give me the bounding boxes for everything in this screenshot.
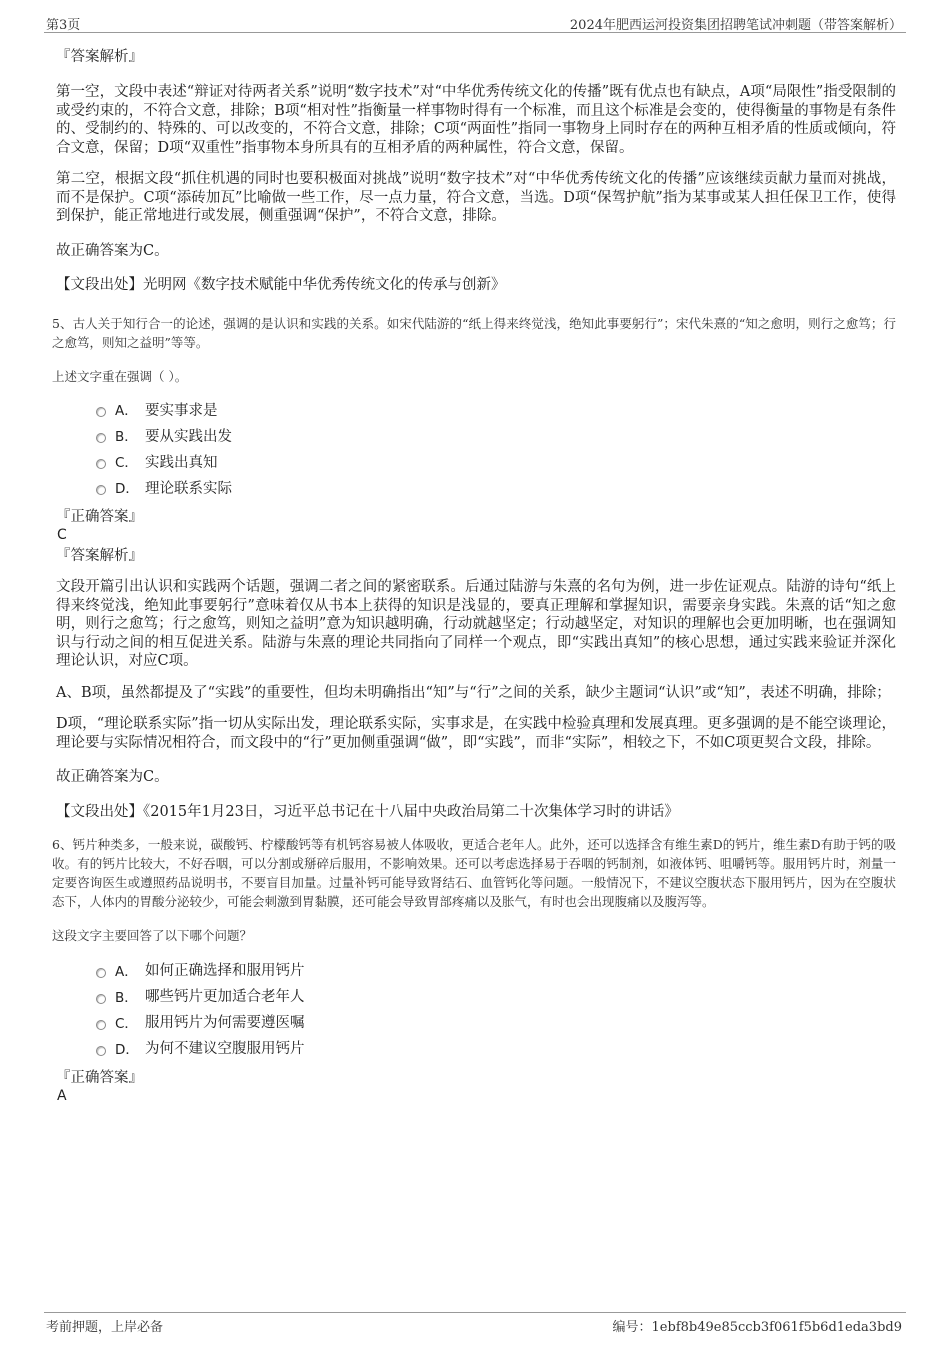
analysis-paragraph: 文段开篇引出认识和实践两个话题，强调二者之间的紧密联系。后通过陆游与朱熹的名句为例，进一步佐证观点。陆游的诗句“纸上得来终觉浅，绝知此事要躬行”意味着仅从书本上获得的知识是浅显的，要真正理解和掌握知识，需要亲身实践。朱熹的话“知之愈明，则行之愈笃；行之愈笃，则知之益明”意为知识越明确，行动就越坚定；行动越坚定，对知识的理解也会更加明晰，也在强调知识与行动之间的相互促进关系。陆游与朱熹的理论共同指向了同样一个观点，即“实践出真知”的核心思想，通过实践来验证并深化理论认识，对应C项。 <box>56 579 896 669</box>
page-footer <box>44 1312 906 1337</box>
question-5-text: 5、古人关于知行合一的论述，强调的是认识和实践的关系。如宋代陆游的“纸上得来终觉浅，绝知此事要躬行”；宋代朱熹的“知之愈明，则行之愈笃；行之愈笃，则知之益明”等等。 <box>52 316 896 350</box>
correct-answer: A <box>57 1087 67 1104</box>
correct-answer: C <box>57 527 67 543</box>
analysis-label: 『答案解析』 <box>56 49 143 65</box>
option-letter: B． <box>115 429 138 445</box>
page-content <box>52 44 896 1105</box>
option-letter: B． <box>115 989 138 1006</box>
footer-note: 考前押题，上岸必备 <box>46 1320 164 1335</box>
option-text: 理论联系实际 <box>145 480 232 497</box>
radio-icon[interactable] <box>96 485 106 495</box>
option-a[interactable] <box>96 957 896 983</box>
analysis-conclusion: 故正确答案为C。 <box>56 242 169 259</box>
option-text: 服用钙片为何需要遵医嘱 <box>145 1015 305 1031</box>
analysis-paragraph: 第一空，文段中表述“辩证对待两者关系”说明“数字技术”对“中华优秀传统文化的传播”既有优点也有缺点，A项“局限性”指受限制的或受约束的，不符合文意，排除；B项“相对性”指衡量一样事物时得有一个标准，而且这个标准是会变的，使得衡量的事物是有条件的、受制约的、特殊的、可以改变的，不符合文意，排除；C项“两面性”指同一事物身上同时存在的两种互相矛盾的性质或倾向，符合文意，保留；D项“双重性”指事物本身所具有的互相矛盾的两种属性，符合文意，保留。 <box>56 84 896 156</box>
analysis-label: 『答案解析』 <box>56 548 143 564</box>
option-d[interactable] <box>96 1035 896 1061</box>
option-letter: D． <box>115 1041 139 1058</box>
radio-icon[interactable] <box>96 459 106 469</box>
question-6-text: 6、钙片种类多，一般来说，碳酸钙、柠檬酸钙等有机钙容易被人体吸收，更适合老年人。此外，还可以选择含有维生素D的钙片，维生素D有助于钙的吸收。有的钙片比较大，不好吞咽，可以分割或掰碎后服用，不影响效果。还可以考虑选择易于吞咽的钙制剂，如液体钙、咀嚼钙等。服用钙片时，剂量一定要咨询医生或遵照药品说明书，不要盲目加量。过量补钙可能导致肾结石、血管钙化等问题。一般情况下，不建议空腹状态下服用钙片，因为在空腹状态下，人体内的胃酸分泌较少，可能会刺激到胃黏膜，还可能会导致胃部疼痛以及胀气，有时也会出现腹痛以及腹泻等。 <box>52 836 896 909</box>
option-text: 要从实践出发 <box>145 428 232 445</box>
page-number: 第3页 <box>46 18 81 33</box>
passage-source: 【文段出处】《2015年1月23日，习近平总书记在十八届中央政治局第二十次集体学习时的讲话》 <box>56 803 679 820</box>
radio-icon[interactable] <box>96 994 106 1004</box>
question-6-prompt: 这段文字主要回答了以下哪个问题？ <box>52 927 253 943</box>
option-a[interactable] <box>96 396 896 422</box>
correct-answer-label: 『正确答案』 <box>56 509 143 525</box>
option-c[interactable] <box>96 1009 896 1035</box>
option-b[interactable] <box>96 983 896 1009</box>
radio-icon[interactable] <box>96 1020 106 1030</box>
option-letter: C． <box>115 455 138 471</box>
option-text: 为何不建议空腹服用钙片 <box>145 1041 305 1057</box>
document-code: 编号：1ebf8b49e85ccb3f061f5b6d1eda3bd9 <box>612 1320 902 1335</box>
page-header <box>44 10 906 33</box>
analysis-conclusion: 故正确答案为C。 <box>56 769 169 785</box>
option-text: 实践出真知 <box>145 454 218 471</box>
radio-icon[interactable] <box>96 968 106 978</box>
radio-icon[interactable] <box>96 1046 106 1056</box>
correct-answer-label: 『正确答案』 <box>56 1069 143 1086</box>
option-letter: C． <box>115 1015 138 1032</box>
option-text: 哪些钙片更加适合老年人 <box>145 989 305 1005</box>
radio-icon[interactable] <box>96 407 106 417</box>
question-6-options <box>96 957 896 1061</box>
option-letter: A． <box>115 403 138 419</box>
option-letter: D． <box>115 481 139 497</box>
analysis-paragraph: D项，“理论联系实际”指一切从实际出发，理论联系实际，实事求是，在实践中检验真理和发展真理。更多强调的是不能空谈理论，理论要与实际情况相符合，而文段中的“行”更加侧重强调“做”，即“实践”，而非“实际”，相较之下，不如C项更契合文段，排除。 <box>56 716 896 751</box>
passage-source: 【文段出处】光明网《数字技术赋能中华优秀传统文化的传承与创新》 <box>56 277 506 293</box>
radio-icon[interactable] <box>96 433 106 443</box>
option-d[interactable] <box>96 474 896 500</box>
question-5-prompt: 上述文字重在强调（ ）。 <box>52 369 188 384</box>
option-c[interactable] <box>96 448 896 474</box>
analysis-paragraph: A、B项，虽然都提及了“实践”的重要性，但均未明确指出“知”与“行”之间的关系，缺少主题词“认识”或“知”，表述不明确，排除； <box>56 684 891 701</box>
analysis-paragraph: 第二空，根据文段“抓住机遇的同时也要积极面对挑战”说明“数字技术”对“中华优秀传统文化的传播”应该继续贡献力量而对挑战，而不是保护。C项“添砖加瓦”比喻做一些工作，尽一点力量，符合文意，当选。D项“保驾护航”指为某事或某人担任保卫工作，使得到保护，能正常地进行或发展，侧重强调“保护”，不符合文意，排除。 <box>56 171 896 224</box>
option-letter: A． <box>115 963 138 980</box>
option-text: 如何正确选择和服用钙片 <box>145 963 305 979</box>
question-5-options <box>96 396 896 500</box>
option-text: 要实事求是 <box>145 402 218 419</box>
document-title: 2024年肥西运河投资集团招聘笔试冲刺题（带答案解析） <box>569 18 902 33</box>
option-b[interactable] <box>96 422 896 448</box>
